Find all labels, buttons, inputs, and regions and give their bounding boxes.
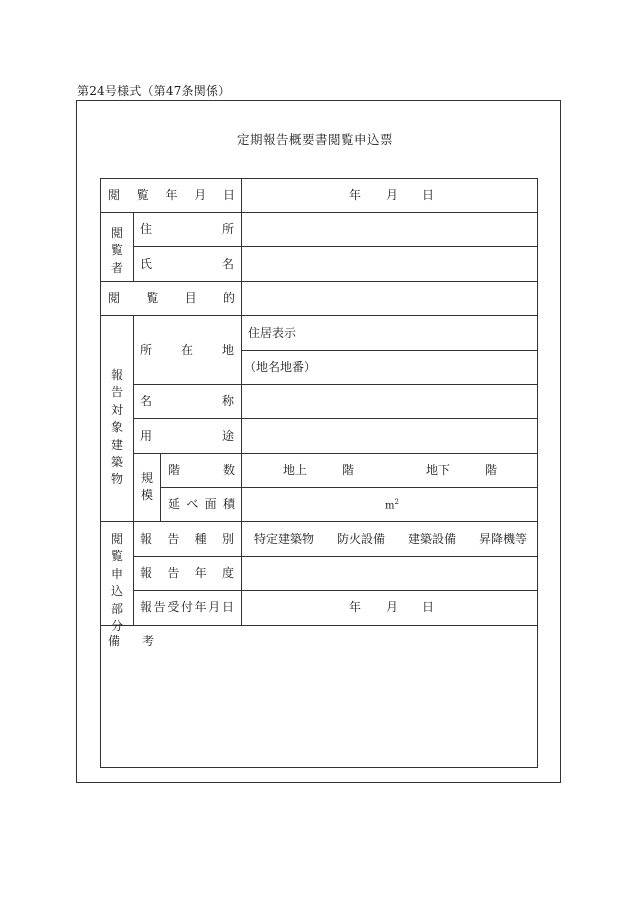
address-label: 住 所 bbox=[140, 222, 234, 236]
building-name-label: 名 称 bbox=[140, 394, 234, 408]
location-residence-display: 住居表示 bbox=[248, 326, 297, 340]
column-divider bbox=[160, 453, 161, 521]
report-year-label: 報 告 年 度 bbox=[140, 566, 234, 580]
row-divider bbox=[100, 521, 538, 522]
location-lot-number: （地名地番） bbox=[244, 360, 317, 374]
report-type-label: 報 告 種 別 bbox=[140, 532, 234, 546]
row-divider bbox=[133, 384, 538, 385]
floor-area-unit: $m^2$ bbox=[385, 498, 399, 512]
row-divider bbox=[133, 246, 538, 247]
floors-below-label: 地下 bbox=[426, 463, 451, 477]
report-type-elevator[interactable]: 昇降機等 bbox=[479, 532, 528, 546]
viewer-group-label: 閲 覧 者 bbox=[110, 226, 123, 275]
column-divider bbox=[241, 178, 242, 625]
name-label: 氏 名 bbox=[140, 257, 234, 271]
receipt-date-label: 報 告 受 付 年 月 日 bbox=[140, 600, 234, 614]
target-building-group-label: 報 告 対 象 建 築 物 bbox=[110, 368, 123, 487]
purpose-label: 閲 覧 目 的 bbox=[108, 291, 235, 305]
row-divider bbox=[160, 487, 538, 488]
receipt-date-year[interactable]: 年 bbox=[349, 600, 362, 614]
floors-below-unit: 階 bbox=[485, 463, 498, 477]
form-number: 第24号様式（第47条関係） bbox=[77, 84, 231, 98]
use-label: 用 途 bbox=[140, 429, 234, 443]
receipt-date-day[interactable]: 日 bbox=[422, 600, 435, 614]
report-type-building-equipment[interactable]: 建築設備 bbox=[408, 532, 457, 546]
floors-above-unit: 階 bbox=[342, 463, 355, 477]
column-divider bbox=[133, 212, 134, 281]
row-divider bbox=[133, 556, 538, 557]
row-divider bbox=[100, 315, 538, 316]
floors-above-label: 地上 bbox=[283, 463, 308, 477]
application-part-group-label: 閲 覧 申 込 部 分 bbox=[110, 532, 123, 633]
form-title: 定期報告概要書閲覧申込票 bbox=[236, 132, 393, 147]
row-divider bbox=[133, 418, 538, 419]
report-type-fire-equipment[interactable]: 防火設備 bbox=[337, 532, 386, 546]
receipt-date-month[interactable]: 月 bbox=[386, 600, 399, 614]
location-label: 所 在 地 bbox=[140, 343, 234, 357]
report-type-specific-building[interactable]: 特定建築物 bbox=[254, 532, 315, 546]
row-divider bbox=[133, 453, 538, 454]
row-divider bbox=[100, 212, 538, 213]
row-divider bbox=[241, 350, 538, 351]
remarks-label: 備 考 bbox=[108, 634, 154, 648]
column-divider bbox=[133, 315, 134, 625]
row-divider bbox=[100, 281, 538, 282]
floor-area-label: 延 べ 面 積 bbox=[168, 497, 235, 511]
scale-group-label: 規 模 bbox=[140, 471, 153, 503]
viewing-date-month[interactable]: 月 bbox=[386, 188, 399, 202]
viewing-date-year[interactable]: 年 bbox=[349, 188, 362, 202]
row-divider bbox=[133, 590, 538, 591]
viewing-date-label: 閲 覧 年 月 日 bbox=[108, 188, 235, 202]
row-divider bbox=[100, 625, 538, 626]
viewing-date-day[interactable]: 日 bbox=[422, 188, 435, 202]
floors-label: 階 数 bbox=[168, 463, 235, 477]
